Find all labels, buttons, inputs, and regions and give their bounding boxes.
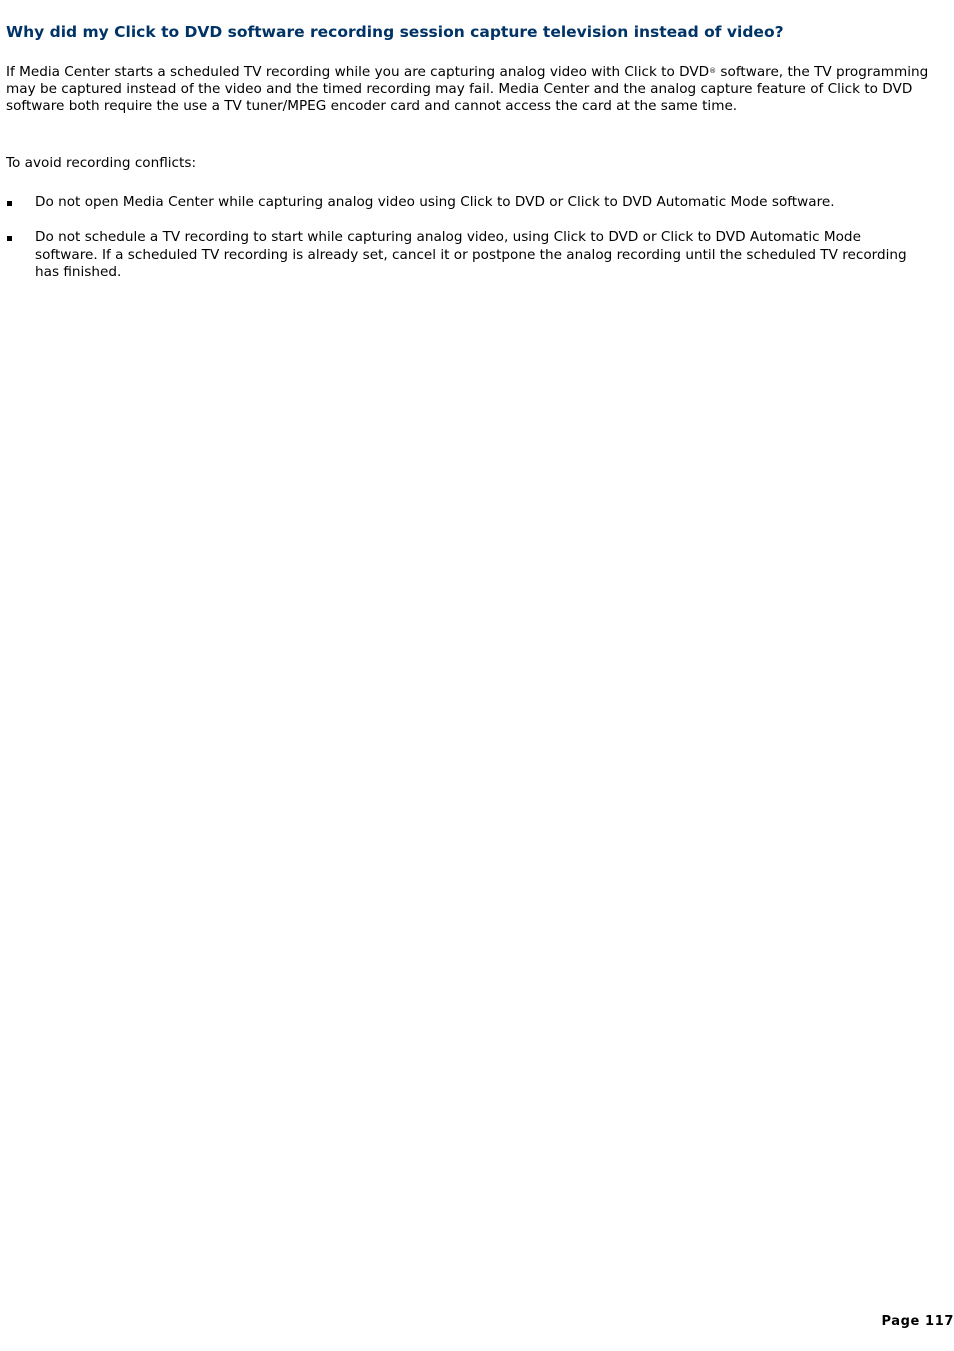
intro-paragraph — [6, 64, 941, 114]
square-bullet-icon — [7, 201, 12, 206]
registered-mark: ® — [709, 67, 717, 75]
list-item — [0, 229, 915, 281]
list-item-text: Do not schedule a TV recording to start while capturing analog video, using Click to DVD or Click to DVD Automatic Mode software. If a scheduled TV recording is already set, cancel it or postpone the analog recording until the scheduled TV recording has finished. — [35, 229, 907, 281]
page-number: Page 117 — [881, 1314, 954, 1329]
conflict-tips-list — [0, 194, 954, 300]
square-bullet-icon — [7, 236, 12, 241]
list-lead-text: To avoid recording conflicts: — [6, 155, 197, 171]
list-item — [0, 194, 915, 211]
page-title: Why did my Click to DVD software recording session capture television instead of video? — [6, 23, 784, 41]
intro-text-start: If Media Center starts a scheduled TV recording while you are capturing analog video with Click to DVD — [6, 64, 710, 80]
intro-text-end: software, the TV programming may be captured instead of the video and the timed recording may fail. Media Center and the analog capture feature of Click to DVD software both require the use a TV tuner/MPEG encoder card and cannot access the card at the same time. — [6, 64, 929, 114]
list-item-text: Do not open Media Center while capturing analog video using Click to DVD or Click to DVD Automatic Mode software. — [35, 194, 835, 210]
